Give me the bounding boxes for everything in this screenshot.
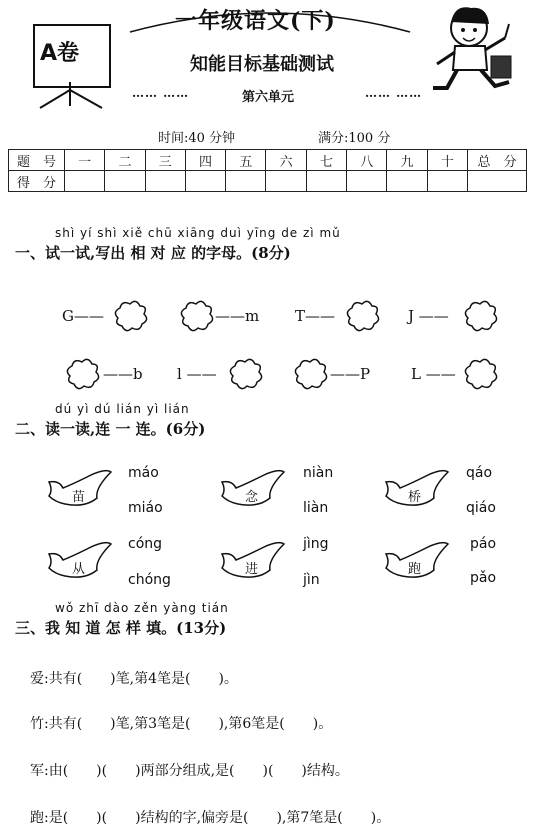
table-cell: 题 号 [9,150,65,171]
table-cell: 六 [266,150,306,171]
paper-label: A卷 [40,41,80,66]
q1-pinyin: shì yí shì xiě chū xiāng duì yīng de zì mǔ [55,226,341,240]
boy-cartoon-illustration [425,2,525,98]
score-cell[interactable] [306,171,346,192]
table-cell: 七 [306,150,346,171]
score-cell[interactable] [387,171,427,192]
flower-answer-box[interactable] [290,356,330,392]
q1-letter-label: T—— [295,307,336,325]
pinyin-option[interactable]: jìn [303,572,320,588]
dots-right: …… …… [365,86,423,100]
q3-title: 三、我 知 道 怎 样 填。(13分) [15,619,227,637]
flower-answer-box[interactable] [110,298,150,334]
pinyin-option[interactable]: páo [470,536,497,552]
pinyin-option[interactable]: chóng [128,572,171,588]
q3-pinyin: wǒ zhī dào zěn yàng tián [55,601,229,615]
q2-title: 二、读一读,连 一 连。(6分) [15,420,206,438]
score-cell[interactable] [226,171,266,192]
table-cell: 总 分 [468,150,527,171]
bird-character: 念 [245,490,259,505]
score-cell[interactable] [347,171,387,192]
page-title: 一年级语文(下) [175,8,336,34]
fill-in-line: 跑:是( )( )结构的字,偏旁是( ),第7笔是( )。 [30,810,391,826]
q1-letter-label: ——m [215,307,260,325]
table-cell: 四 [185,150,225,171]
easel-legs [22,82,122,112]
q1-letter-label: G—— [62,307,104,325]
score-cell[interactable] [427,171,467,192]
table-cell: 十 [427,150,467,171]
table-cell: 三 [145,150,185,171]
pinyin-option[interactable]: qáo [466,465,493,481]
score-cell[interactable] [145,171,185,192]
bird-character: 跑 [408,562,422,577]
q2-pinyin: dú yì dú lián yì lián [55,402,190,416]
pinyin-option[interactable]: máo [128,465,159,481]
q1-letter-label: ——b [103,365,143,383]
bird-character: 桥 [408,490,422,505]
q1-letter-label: l —— [177,365,217,383]
pinyin-option[interactable]: pǎo [470,570,497,586]
table-cell: 二 [105,150,145,171]
unit-label: 第六单元 [242,90,295,105]
pinyin-option[interactable]: qiáo [466,500,496,516]
score-cell[interactable] [468,171,527,192]
flower-answer-box[interactable] [460,356,500,392]
score-table-header-row [9,150,527,171]
fill-in-line: 竹:共有( )笔,第3笔是( ),第6笔是( )。 [30,716,333,732]
full-score: 满分:100 分 [318,131,391,146]
bird-character: 进 [245,562,259,577]
dots-left: …… …… [132,86,190,100]
q1-letter-label: ——P [330,365,371,383]
score-cell[interactable] [65,171,105,192]
table-cell: 九 [387,150,427,171]
flower-answer-box[interactable] [342,298,382,334]
test-subtitle: 知能目标基础测试 [190,54,334,75]
pinyin-option[interactable]: jìng [303,536,329,552]
table-cell: 得 分 [9,171,65,192]
pinyin-option[interactable]: liàn [303,500,329,516]
flower-answer-box[interactable] [460,298,500,334]
fill-in-line: 军:由( )( )两部分组成,是( )( )结构。 [30,763,349,779]
pinyin-option[interactable]: cóng [128,536,163,552]
score-table [8,149,527,192]
time-limit: 时间:40 分钟 [158,131,236,146]
q1-letter-label: J —— [408,307,449,325]
bird-character: 苗 [72,490,86,505]
score-cell[interactable] [266,171,306,192]
fill-in-line: 爱:共有( )笔,第4笔是( )。 [30,671,238,687]
table-cell: 一 [65,150,105,171]
score-cell[interactable] [105,171,145,192]
pinyin-option[interactable]: niàn [303,465,334,481]
flower-answer-box[interactable] [62,356,102,392]
bird-character: 从 [72,562,86,577]
flower-answer-box[interactable] [176,298,216,334]
table-cell: 八 [347,150,387,171]
score-table-score-row [9,171,527,192]
q1-title: 一、试一试,写出 相 对 应 的字母。(8分) [15,244,291,262]
pinyin-option[interactable]: miáo [128,500,163,516]
score-cell[interactable] [185,171,225,192]
flower-answer-box[interactable] [225,356,265,392]
table-cell: 五 [226,150,266,171]
q1-letter-label: L —— [411,365,456,383]
